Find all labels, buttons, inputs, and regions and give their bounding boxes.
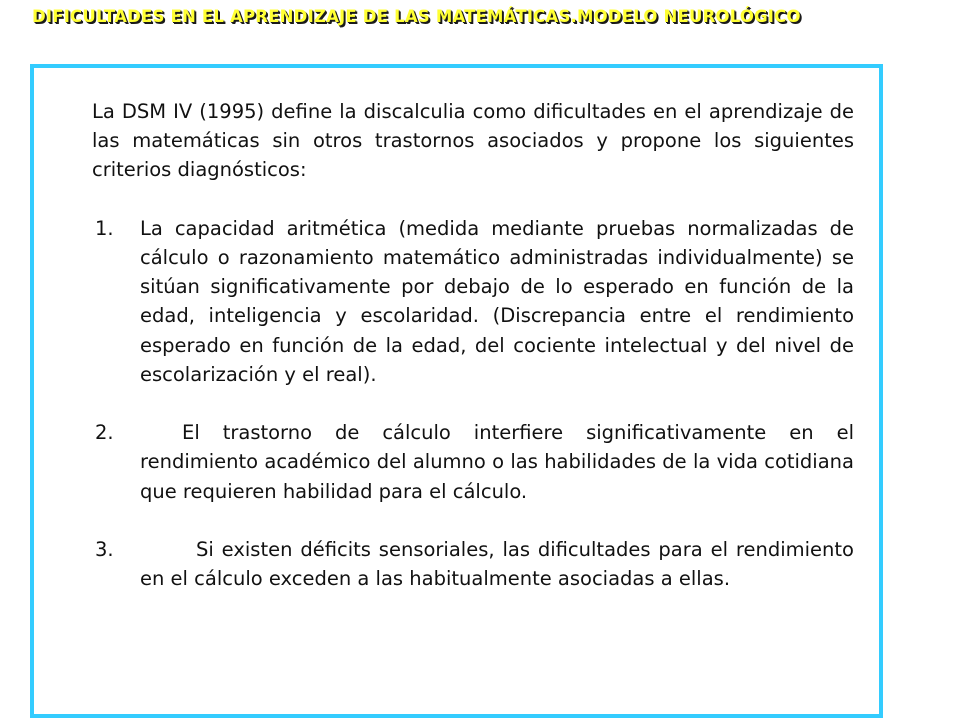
- criterion-number: 1.: [95, 216, 114, 240]
- content-frame: [30, 64, 883, 718]
- content-body: [92, 97, 854, 593]
- criteria-list: [92, 214, 854, 594]
- intro-paragraph: La DSM IV (1995) define la discalculia como dificultades en el aprendizaje de las matemáticas sin otros trastornos asociados y propone los siguientes criterios diagnósticos:: [92, 100, 854, 182]
- criterion-item-3: [92, 535, 854, 593]
- criterion-number: 3.: [95, 538, 114, 561]
- criterion-text: El trastorno de cálculo interfiere significativamente en el rendimiento académico del alumno o las habilidades de la vida cotidiana que requieren habilidad para el cálculo.: [140, 421, 854, 503]
- criterion-text: La capacidad aritmética (medida mediante pruebas normalizadas de cálculo o razonamiento matemático administradas individualmente) se sitúan significativamente por debajo de lo esperado en función de la edad, inteligencia y escolaridad. (Discrepancia entre el rendimiento esperado en función de la edad, del cociente intelectual y del nivel de escolarización y el real).: [140, 216, 854, 386]
- criterion-item-1: [92, 214, 854, 389]
- slide-title: DIFICULTADES EN EL APRENDIZAJE DE LAS MATEMÁTICAS.MODELO NEUROLÓGICO: [32, 7, 801, 26]
- criterion-text: Si existen déficits sensoriales, las dificultades para el rendimiento en el cálculo exceden a las habitualmente asociadas a ellas.: [140, 538, 854, 591]
- criterion-item-2: [92, 418, 854, 506]
- criterion-number: 2.: [95, 421, 114, 445]
